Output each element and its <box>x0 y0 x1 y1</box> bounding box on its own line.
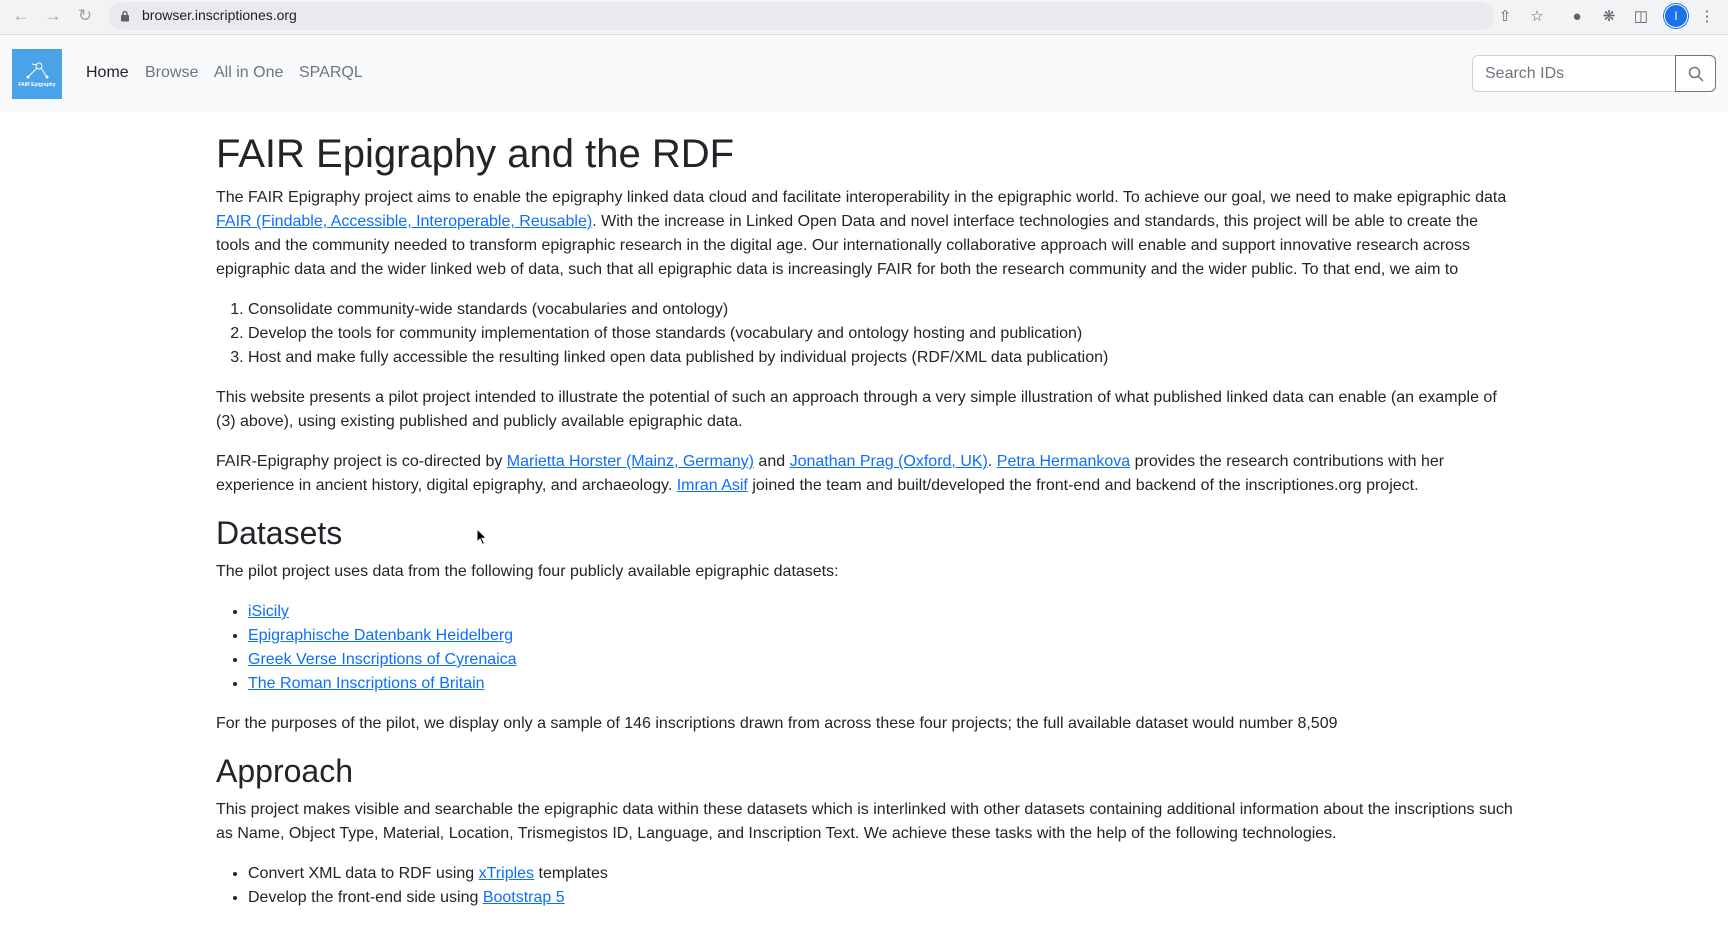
dataset-item <box>248 624 1516 648</box>
menu-kebab-icon[interactable]: ⋮ <box>1699 8 1715 25</box>
intro-text-after: . With the increase in Linked Open Data and novel interface technologies and standards, this project will be able to create the tools and the community needed to transform epigraphic research in the digital age. Our internationally collaborative approach will enable and support innovative research across epigraphic data and the wider linked web of data, such that all epigraphic data is increasingly FAIR for both the research community and the wider public. To that end, we aim to <box>216 213 1479 278</box>
fair-epigraphy-logo[interactable] <box>12 49 62 99</box>
intro-paragraph <box>216 186 1516 282</box>
lock-icon <box>120 10 130 22</box>
reload-icon[interactable]: ↻ <box>77 6 93 25</box>
tech-text: templates <box>534 865 608 882</box>
address-url: browser.inscriptiones.org <box>142 7 297 23</box>
dataset-item <box>248 672 1516 696</box>
dataset-link-isicily[interactable]: iSicily <box>248 603 289 620</box>
nav-all-in-one[interactable]: All in One <box>214 64 284 81</box>
logo-text: FAIR Epigraphy <box>18 82 56 88</box>
extensions-puzzle-icon[interactable]: ❋ <box>1602 8 1616 25</box>
datasets-heading: Datasets <box>216 515 343 551</box>
dataset-item <box>248 600 1516 624</box>
address-bar[interactable] <box>108 2 1494 30</box>
jonathan-prag-link[interactable]: Jonathan Prag (Oxford, UK) <box>789 453 988 470</box>
marietta-horster-link[interactable]: Marietta Horster (Mainz, Germany) <box>506 453 754 470</box>
technologies-list <box>216 862 1516 910</box>
pilot-paragraph: This website presents a pilot project intended to illustrate the potential of such an approach through a very simple illustration of what published linked data can enable (an example of (3) above), using existing published and publicly available epigraphic data. <box>216 389 1497 430</box>
approach-paragraph: This project makes visible and searchable the epigraphic data within these datasets which is interlinked with other datasets containing additional information about the inscriptions such as Name, Object Type, Material, Location, Trismegistos ID, Language, and Inscription Text. We achieve these tasks with the help of the following technologies. <box>216 801 1513 842</box>
technology-item <box>248 886 1516 910</box>
approach-heading: Approach <box>216 753 353 789</box>
page-title: FAIR Epigraphy and the RDF <box>216 132 735 176</box>
browser-toolbar <box>0 0 1728 35</box>
sample-paragraph: For the purposes of the pilot, we display only a sample of 146 inscriptions drawn from across these four projects; the full available dataset would number 8,509 <box>216 715 1338 732</box>
team-text: . <box>987 453 997 470</box>
tech-text: Develop the front-end side using <box>248 889 483 906</box>
team-paragraph <box>216 450 1516 498</box>
search-input[interactable] <box>1472 55 1676 92</box>
search-icon <box>1688 66 1704 82</box>
main-content <box>216 118 1516 926</box>
tech-text: Convert XML data to RDF using <box>248 865 479 882</box>
team-text: FAIR-Epigraphy project is co-directed by <box>216 453 507 470</box>
dataset-link-gvcyr[interactable]: Greek Verse Inscriptions of Cyrenaica <box>248 651 517 668</box>
dataset-item <box>248 648 1516 672</box>
team-text: provides the research contributions with her experience in ancient history, digital epigraphy, and archaeology. <box>216 453 1445 494</box>
profile-avatar[interactable]: I <box>1664 4 1688 28</box>
bootstrap-link[interactable]: Bootstrap 5 <box>482 889 565 906</box>
team-text: joined the team and built/developed the front-end and backend of the inscriptiones.org project. <box>747 477 1419 494</box>
nav-browse[interactable]: Browse <box>145 64 199 81</box>
petra-hermankova-link[interactable]: Petra Hermankova <box>996 453 1131 470</box>
dataset-link-edh[interactable]: Epigraphische Datenbank Heidelberg <box>248 627 514 644</box>
xtriples-link[interactable]: xTriples <box>478 865 535 882</box>
mouse-cursor-icon <box>476 528 488 546</box>
extension-panda-icon[interactable]: ● <box>1572 7 1582 25</box>
technology-item <box>248 862 1516 886</box>
imran-asif-link[interactable]: Imran Asif <box>676 477 748 494</box>
aim-item: 2. Develop the tools for community implementation of those standards (vocabulary and ontology hosting and publication) <box>248 322 1516 346</box>
datasets-intro: The pilot project uses data from the following four publicly available epigraphic datasets: <box>216 563 839 580</box>
team-text: and <box>753 453 790 470</box>
nav-home[interactable]: Home <box>86 64 129 81</box>
aim-item: 3. Host and make fully accessible the resulting linked open data published by individual projects (RDF/XML data publication) <box>248 346 1516 370</box>
aim-item: 1. Consolidate community-wide standards (vocabularies and ontology) <box>248 298 1516 322</box>
logo-mark-icon <box>24 60 50 80</box>
dataset-link-rib[interactable]: The Roman Inscriptions of Britain <box>248 675 485 692</box>
share-icon[interactable]: ⇧ <box>1498 8 1512 25</box>
side-panel-icon[interactable]: ◫ <box>1633 8 1649 25</box>
back-icon[interactable]: ← <box>12 6 30 25</box>
search-button[interactable] <box>1675 55 1716 92</box>
forward-icon[interactable]: → <box>44 6 62 25</box>
aims-list <box>216 298 1516 370</box>
bookmark-star-icon[interactable]: ☆ <box>1530 8 1544 25</box>
intro-text-before: The FAIR Epigraphy project aims to enable the epigraphy linked data cloud and facilitate interoperability in the epigraphic world. To achieve our goal, we need to make epigraphic data <box>216 189 1507 206</box>
fair-link[interactable]: FAIR (Findable, Accessible, Interoperable, Reusable) <box>216 213 593 230</box>
nav-sparql[interactable]: SPARQL <box>299 64 363 81</box>
datasets-list <box>216 600 1516 696</box>
